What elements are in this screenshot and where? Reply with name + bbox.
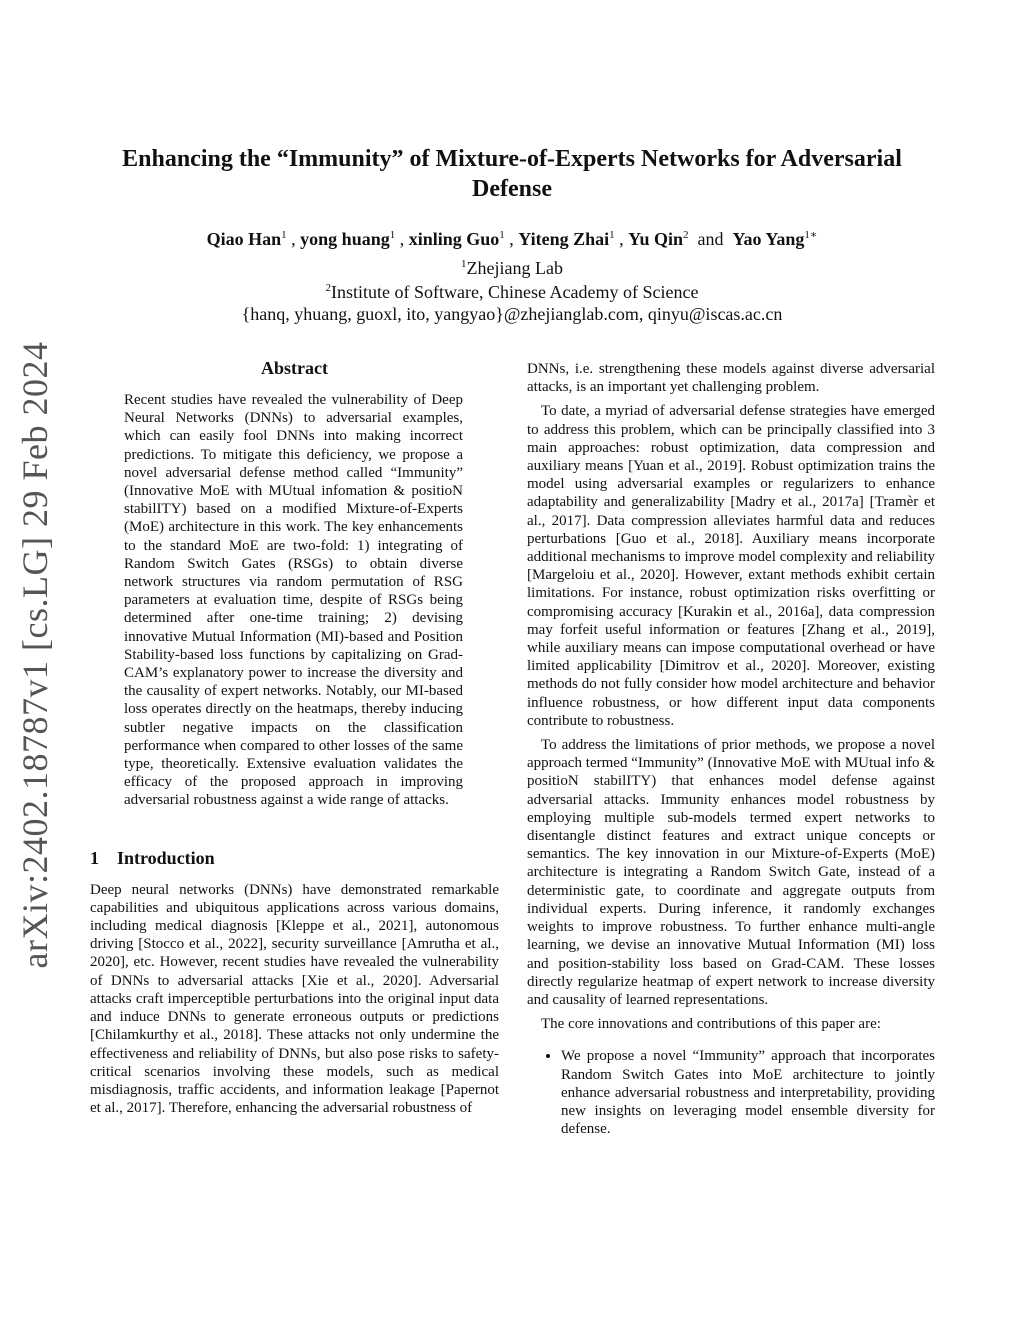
author-affil-mark: 2: [682, 229, 689, 241]
arxiv-identifier-text: arXiv:2402.18787v1 [cs.LG] 29 Feb 2024: [15, 341, 55, 969]
intro-paragraph-1: Deep neural networks (DNNs) have demonstrated remarkable capabilities and ubiquitous applications across various domains, including medical diagnosis [Kleppe et al., 2021], autonomous driving [Stocco et al., 2022], security surveillance [Amrutha et al., 2020], etc. However, recent studies have revealed the vulnerability of DNNs to adversarial attacks [Xie et al., 2020]. Adversarial attacks craft imperceptible perturbations into the original input data and induce DNNs to generate erroneous outputs or predictions [Chilamkurthy et al., 2018]. These attacks not only undermine the effectiveness and reliability of DNNs, but also pose risks to safety-critical scenarios involving these models, such as medical misdiagnosis, traffic accidents, and information leakage [Papernot et al., 2017]. Therefore, enhancing the adversarial robustness of: [90, 881, 499, 1117]
section-heading: [90, 848, 499, 869]
contribution-item: • We propose a novel “Immunity” approach that incorporates Random Switch Gates into MoE architecture to jointly enhance adversarial robustness and interpretability, providing new insights on leveraging model ensemble diversity for defense.: [561, 1047, 935, 1138]
intro-paragraph-2: To date, a myriad of adversarial defense strategies have emerged to address this problem, which can be principally classified into 3 main approaches: robust optimization, data compression and auxiliary means [Yuan et al., 2019]. Robust optimization trains the model using adversarial examples or regularizers to enhance adaptability and generalizability [Madry et al., 2017a] [Tramèr et al., 2017]. Data compression alleviates harmful data and reduces perturbations [Guo et al., 2018]. Auxiliary means incorporate additional mechanisms to improve model complexity and reliability [Margeloiu et al., 2020]. However, extant methods exhibit certain limitations. For instance, robust optimization risks overfitting or compromising accuracy [Kurakin et al., 2016a], data compression may forfeit useful information or features [Zhang et al., 2019], while auxiliary means can impose computational overhead or have limited applicability [Dimitrov et al., 2020]. Moreover, existing methods do not fully consider how model architecture and behavior influence robustness, or how different input data components contribute to robustness.: [527, 403, 935, 729]
affiliation-mark: 1: [461, 258, 467, 270]
author-affil-mark: 1∗: [804, 229, 818, 241]
author-name: yong huang: [300, 229, 390, 249]
author-affil-mark: 1: [281, 229, 287, 241]
affiliation-2: [100, 276, 924, 304]
author-list: Qiao Han$^1$ , yong huang$^1$ , xinling Guo$^1$ , Yiteng Zhai$^1$ , Yu Qin$^2$ and Yao Yang$^{1∗}$: [206, 229, 818, 249]
author-conjunction: and: [697, 229, 724, 249]
author-affil-mark: 1: [389, 229, 396, 241]
author-emails: {hanq, yhuang, guoxl, ito, yangyao}@zhejianglab.com, qinyu@iscas.ac.cn: [241, 304, 783, 324]
author-name: Yu Qin: [628, 229, 683, 249]
affiliation-mark: 2: [325, 282, 332, 294]
paper-title: Enhancing the “Immunity” of Mixture-of-Experts Networks for Adversarial Defense: [122, 146, 902, 202]
abstract-text: Recent studies have revealed the vulnerability of Deep Neural Networks (DNNs) to adversarial examples, which can easily fool DNNs into making incorrect predictions. To mitigate this deficiency, we propose a novel adversarial defense method called “Immunity” (Innovative MoE with MUtual infomation & positioN stabilITY) based on a modified Mixture-of-Experts (MoE) architecture in this work. The key enhancements to the standard MoE are two-fold: 1) integrating of Random Switch Gates (RSGs) to obtain diverse network structures via random permutation of RSG parameters at evaluation time, despite of RSGs being determined after one-time training; 2) devising innovative Mutual Information (MI)-based and Position Stability-based loss functions by capitalizing on Grad-CAM’s explanatory power to increase the diversity and the causality of expert networks. Notably, our MI-based loss operates directly on the heatmaps, thereby inducing subtler negative impacts on the classification performance when compared to other losses of the same type, theoretically. Extensive evaluation validates the efficacy of the proposed approach in improving adversarial robustness against a wide range of attacks.: [124, 392, 463, 809]
contribution-list: [527, 1047, 935, 1138]
intro-paragraph-3: To address the limitations of prior methods, we propose a novel approach termed “Immunity” (Innovative MoE with MUtual info & positioN stabilITY) that enhances model defense against adversarial attacks. Immunity enhances model robustness by employing multiple sub-models termed expert networks to disentangle distinct features and extract unique concepts or semantics. The key innovation in our Mixture-of-Experts (MoE) architecture is integrating a Random Switch Gate, instead of a deterministic gate, to coordinate and aggregate outputs from individual experts. During inference, it randomly exchanges weights to improve robustness. To further enhance multi-angle learning, we devise an innovative Mutual Information (MI) loss and position-stability loss based on Grad-CAM. These losses directly regularize heatmap of expert network to increase diversity and causality of learned representations.: [527, 737, 935, 1008]
left-column: [90, 358, 499, 1117]
author-name: xinling Guo: [408, 229, 500, 249]
arxiv-identifier: [0, 341, 70, 969]
author-affil-mark: 1: [609, 229, 615, 241]
abstract-heading: Abstract: [261, 358, 328, 378]
section-title: Introduction: [117, 847, 215, 868]
author-name: Qiao Han: [206, 229, 282, 249]
author-affil-mark: 1: [499, 229, 505, 241]
affiliation-text: Institute of Software, Chinese Academy of Science: [331, 282, 699, 302]
right-column: [527, 360, 935, 1138]
author-name: Yiteng Zhai: [518, 229, 610, 249]
intro-paragraph-1-continued: DNNs, i.e. strengthening these models against diverse adversarial attacks, is an important yet challenging problem.: [527, 361, 935, 396]
section-number: 1: [90, 847, 99, 868]
affiliation-text: Zhejiang Lab: [466, 258, 563, 278]
intro-paragraph-4: The core innovations and contributions of this paper are:: [541, 1016, 881, 1033]
author-name: Yao Yang: [732, 229, 805, 249]
